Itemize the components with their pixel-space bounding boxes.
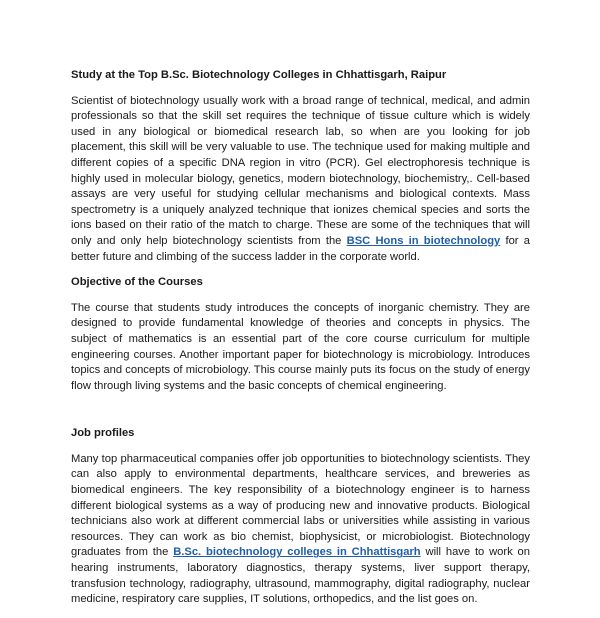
jobs-text-after-link: will have to work on hearing instruments, laboratory diagnostics, therapy systems, liver support therapy, transfusion technology, radiography, ultrasound, mammography, digital radiography, nuclear medicine, respiratory care supplies, IT solutions, orthopedics, and the list goes on. — [71, 546, 531, 606]
bsc-biotech-colleges-chhattisgarh-link[interactable]: B.Sc. biotechnology colleges in Chhattisgarh — [173, 546, 421, 559]
intro-text-after-link: for a better future and climbing of the success ladder in the corporate world. — [71, 234, 530, 263]
document-page — [71, 68, 530, 618]
objective-paragraph: The course that students study introduces the concepts of inorganic chemistry. They are designed to provide fundamental knowledge of theories and concepts in physics. The subject of mathematics is an essential part of the core course curriculum for multiple engineering courses. Another important paper for biotechnology is microbiology. Introduces topics and concepts of microbiology. This course mainly puts its focus on the study of energy flow through living systems and the basic concepts of chemical engineering. — [71, 301, 530, 392]
objective-heading: Objective of the Courses — [71, 276, 203, 289]
jobs-text-before-link: Many top pharmaceutical companies offer job opportunities to biotechnology scientists. They can also apply to environmental departments, healthcare services, and breweries as biomedical engineers. The key responsibility of a biotechnology engineer is to harness different biological systems as a way of producing new and innovative products. Biological technicians also work at different commercial labs or universities while assisting in various resources. They can work as bio chemist, biophysicist, or microbiologist. Biotechnology graduates from the — [71, 452, 530, 559]
bsc-hons-biotechnology-link[interactable]: BSC Hons in biotechnology — [346, 234, 501, 247]
spacer — [71, 404, 530, 426]
intro-paragraph — [71, 94, 530, 266]
job-profiles-paragraph — [71, 452, 530, 608]
job-profiles-heading: Job profiles — [71, 427, 135, 440]
document-title: Study at the Top B.Sc. Biotechnology Colleges in Chhattisgarh, Raipur — [71, 69, 447, 81]
intro-text-before-link: Scientist of biotechnology usually work with a broad range of technical, medical, and admin professionals so that the skill set requires the technique of tissue culture which is widely used in any biological or biomedical research lab, so when are you looking for job placement, this skill will be very valuable to use. The technique used for making multiple and different copies of a specific DNA region in vitro (PCR). Gel electrophoresis technique is highly used in molecular biology, genetics, modern biotechnology, biochemistry,. Cell-based assays are very useful for studying cellular mechanisms and biological contexts. Mass spectrometry is a uniquely analyzed technique that ionizes chemical species and sorts the ions based on their ratio of the match to charge. These are some of the techniques that will only and only help biotechnology scientists from the — [71, 94, 530, 247]
